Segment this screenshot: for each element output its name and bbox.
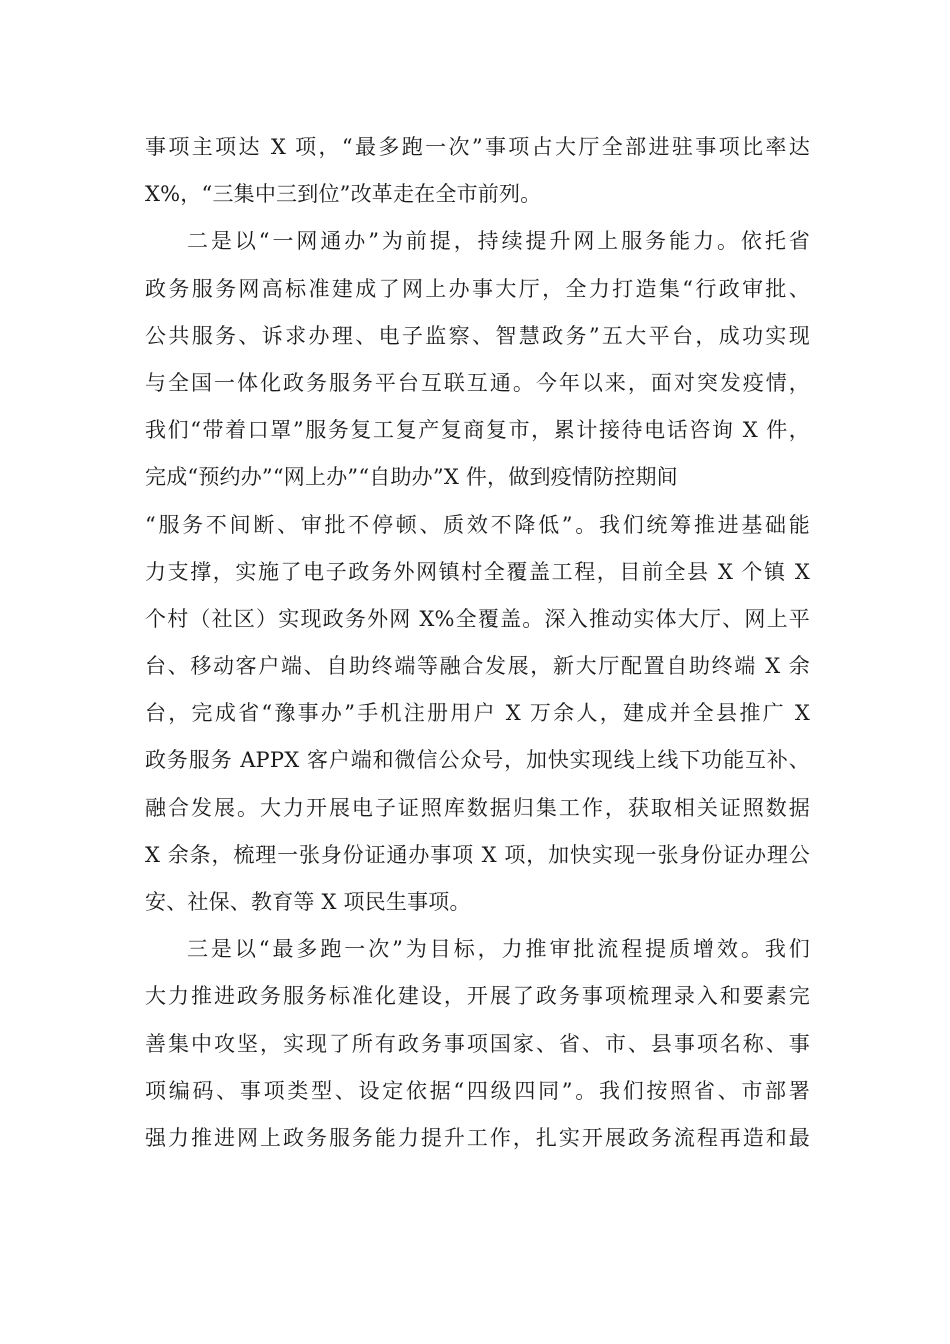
- text-line: 安、社保、教育等 X 项民生事项。: [145, 890, 471, 914]
- text-line: 善集中攻坚，实现了所有政务事项国家、省、市、县事项名称、事: [145, 1031, 810, 1056]
- body-text: [145, 124, 810, 1162]
- text-line: 二是以“一网通办”为前提，持续提升网上服务能力。依托省: [187, 229, 810, 254]
- text-line: 政务服务网高标准建成了网上办事大厅，全力打造集“行政审批、: [145, 276, 810, 301]
- text-line: “服务不间断、审批不停顿、质效不降低”。我们统筹推进基础能: [145, 512, 810, 537]
- text-line: 力支撑，实施了电子政务外网镇村全覆盖工程，目前全县 X 个镇 X: [145, 559, 810, 584]
- text-line: 强力推进网上政务服务能力提升工作，扎实开展政务流程再造和最: [145, 1125, 810, 1150]
- text-line: X%，“三集中三到位”改革走在全市前列。: [145, 182, 542, 207]
- text-line: 公共服务、诉求办理、电子监察、智慧政务”五大平台，成功实现: [145, 323, 810, 348]
- text-line: 事项主项达 X 项，“最多跑一次”事项占大厅全部进驻事项比率达: [145, 135, 810, 159]
- text-line: 政务服务 APPX 客户端和微信公众号，加快实现线上线下功能互补、: [145, 748, 810, 773]
- text-line: 我们“带着口罩”服务复工复产复商复市，累计接待电话咨询 X 件，: [145, 418, 810, 443]
- text-line: 项编码、事项类型、设定依据“四级四同”。我们按照省、市部署: [145, 1078, 810, 1103]
- text-line: X 余条，梳理一张身份证通办事项 X 项，加快实现一张身份证办理公: [145, 842, 810, 867]
- text-line: 个村（社区）实现政务外网 X%全覆盖。深入推动实体大厅、网上平: [145, 606, 810, 631]
- text-line: 完成“预约办”“网上办”“自助办”X 件，做到疫情防控期间: [145, 465, 678, 490]
- text-line: 融合发展。大力开展电子证照库数据归集工作，获取相关证照数据: [145, 795, 810, 820]
- text-line: 三是以“最多跑一次”为目标，力推审批流程提质增效。我们: [187, 937, 810, 962]
- text-line: 大力推进政务服务标准化建设，开展了政务事项梳理录入和要素完: [145, 984, 810, 1009]
- text-line: 台，完成省“豫事办”手机注册用户 X 万余人，建成并全县推广 X: [145, 701, 810, 726]
- text-line: 台、移动客户端、自助终端等融合发展，新大厅配置自助终端 X 余: [145, 654, 810, 679]
- text-line: 与全国一体化政务服务平台互联互通。今年以来，面对突发疫情，: [145, 370, 810, 395]
